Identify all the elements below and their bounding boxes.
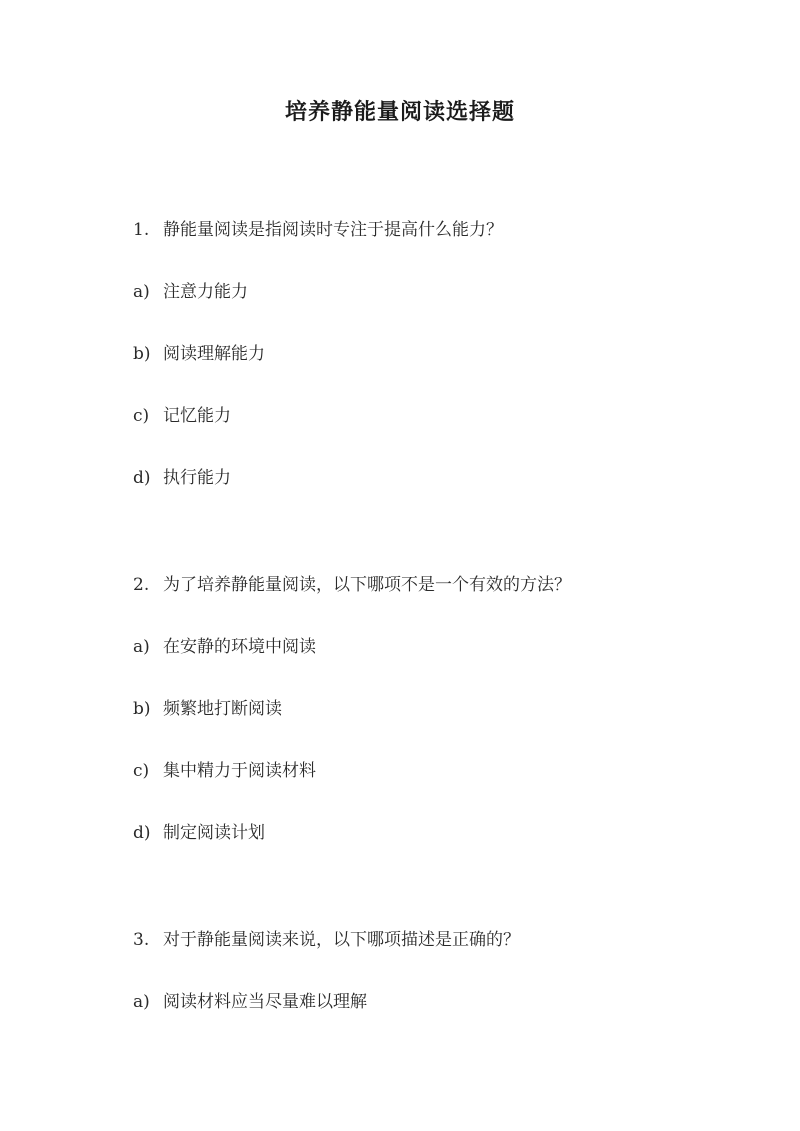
question-1-option-c <box>133 404 231 428</box>
question-2-option-d <box>133 821 265 845</box>
option-letter: d) <box>133 823 151 843</box>
question-2 <box>133 573 571 597</box>
option-text: 阅读材料应当尽量难以理解 <box>163 992 367 1012</box>
page-title: 培养静能量阅读选择题 <box>284 99 515 125</box>
question-number: 2. <box>133 575 150 595</box>
option-text: 制定阅读计划 <box>163 823 265 843</box>
option-text: 注意力能力 <box>163 282 248 302</box>
option-letter: a) <box>133 992 150 1012</box>
question-1-option-d <box>133 466 231 490</box>
question-3 <box>133 928 520 952</box>
question-2-option-a <box>133 635 316 659</box>
question-text: 静能量阅读是指阅读时专注于提高什么能力？ <box>163 220 503 240</box>
question-text: 为了培养静能量阅读，以下哪项不是一个有效的方法？ <box>163 575 571 595</box>
question-3-option-a <box>133 990 367 1014</box>
question-number: 1. <box>133 220 150 240</box>
question-2-option-c <box>133 759 316 783</box>
option-letter: b) <box>133 699 151 719</box>
question-text: 对于静能量阅读来说，以下哪项描述是正确的？ <box>163 930 520 950</box>
option-text: 在安静的环境中阅读 <box>163 637 316 657</box>
question-number: 3. <box>133 930 150 950</box>
option-letter: a) <box>133 282 150 302</box>
option-letter: c) <box>133 761 150 781</box>
option-letter: a) <box>133 637 150 657</box>
question-2-option-b <box>133 697 282 721</box>
option-text: 阅读理解能力 <box>163 344 265 364</box>
option-text: 执行能力 <box>163 468 231 488</box>
option-letter: c) <box>133 406 150 426</box>
option-text: 频繁地打断阅读 <box>163 699 282 719</box>
question-1-option-a <box>133 280 248 304</box>
question-1 <box>133 218 503 242</box>
option-letter: b) <box>133 344 151 364</box>
option-text: 记忆能力 <box>163 406 231 426</box>
question-1-option-b <box>133 342 265 366</box>
option-text: 集中精力于阅读材料 <box>163 761 316 781</box>
option-letter: d) <box>133 468 151 488</box>
